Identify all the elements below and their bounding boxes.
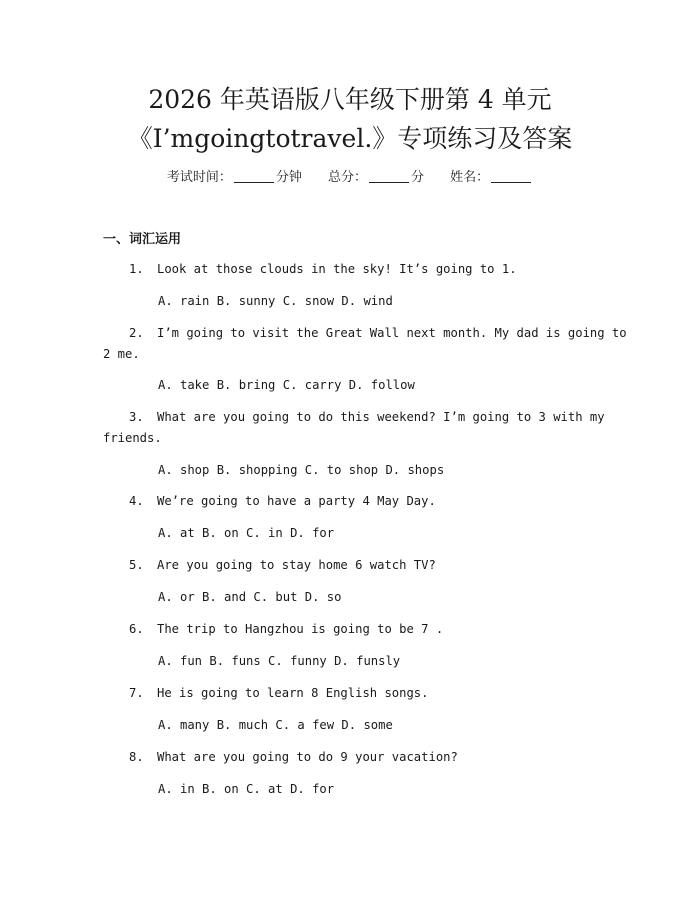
question-text: What are you going to do 9 your vacation? — [157, 750, 458, 764]
question-number: 7. — [129, 686, 144, 700]
question-3-continued: friends. — [103, 431, 162, 445]
question-number: 1. — [129, 262, 144, 276]
question-text: He is going to learn 8 English songs. — [157, 686, 429, 700]
question-8 — [103, 747, 603, 768]
question-2-options: A. take B. bring C. carry D. follow — [158, 378, 415, 392]
time-unit: 分钟 — [275, 170, 302, 185]
time-blank — [234, 169, 274, 183]
name-label: 姓名： — [450, 170, 490, 185]
question-7 — [103, 683, 603, 704]
question-5 — [103, 555, 603, 576]
score-blank — [369, 169, 409, 183]
title-line-1: 2026 年英语版八年级下册第 4 单元 — [148, 85, 552, 114]
question-number: 4. — [129, 494, 144, 508]
question-number: 2. — [129, 326, 144, 340]
question-6-options: A. fun B. funs C. funny D. funsly — [158, 654, 401, 668]
question-3 — [103, 407, 603, 428]
question-number: 6. — [129, 622, 144, 636]
question-3-options: A. shop B. shopping C. to shop D. shops — [158, 463, 445, 477]
question-2-continued: 2 me. — [103, 347, 140, 361]
question-6 — [103, 619, 603, 640]
question-7-options: A. many B. much C. a few D. some — [158, 718, 393, 732]
question-1-options: A. rain B. sunny C. snow D. wind — [158, 294, 393, 308]
name-blank — [491, 169, 531, 183]
time-label: 考试时间： — [166, 170, 232, 185]
question-8-options: A. in B. on C. at D. for — [158, 782, 335, 796]
question-5-options: A. or B. and C. but D. so — [158, 590, 342, 604]
question-text: The trip to Hangzhou is going to be 7 . — [157, 622, 444, 636]
question-number: 8. — [129, 750, 144, 764]
question-text: Are you going to stay home 6 watch TV? — [157, 558, 436, 572]
question-text: What are you going to do this weekend? I’m going to 3 with my — [157, 410, 605, 424]
score-unit: 分 — [411, 170, 425, 185]
score-field — [328, 168, 424, 188]
exam-info — [0, 168, 700, 188]
question-4 — [103, 491, 603, 512]
name-field — [450, 168, 533, 188]
question-text: I’m going to visit the Great Wall next month. My dad is going to — [157, 326, 627, 340]
section-title: 一、词汇运用 — [103, 232, 182, 247]
title-line-2: 《I’mgoingtotravel.》专项练习及答案 — [127, 124, 573, 153]
question-text: Look at those clouds in the sky! It’s going to 1. — [157, 262, 517, 276]
question-text: We’re going to have a party 4 May Day. — [157, 494, 436, 508]
question-number: 3. — [129, 410, 144, 424]
question-2 — [103, 323, 627, 344]
question-1 — [103, 259, 603, 280]
question-4-options: A. at B. on C. in D. for — [158, 526, 335, 540]
score-label: 总分： — [327, 170, 367, 185]
question-number: 5. — [129, 558, 144, 572]
time-field — [167, 168, 302, 188]
